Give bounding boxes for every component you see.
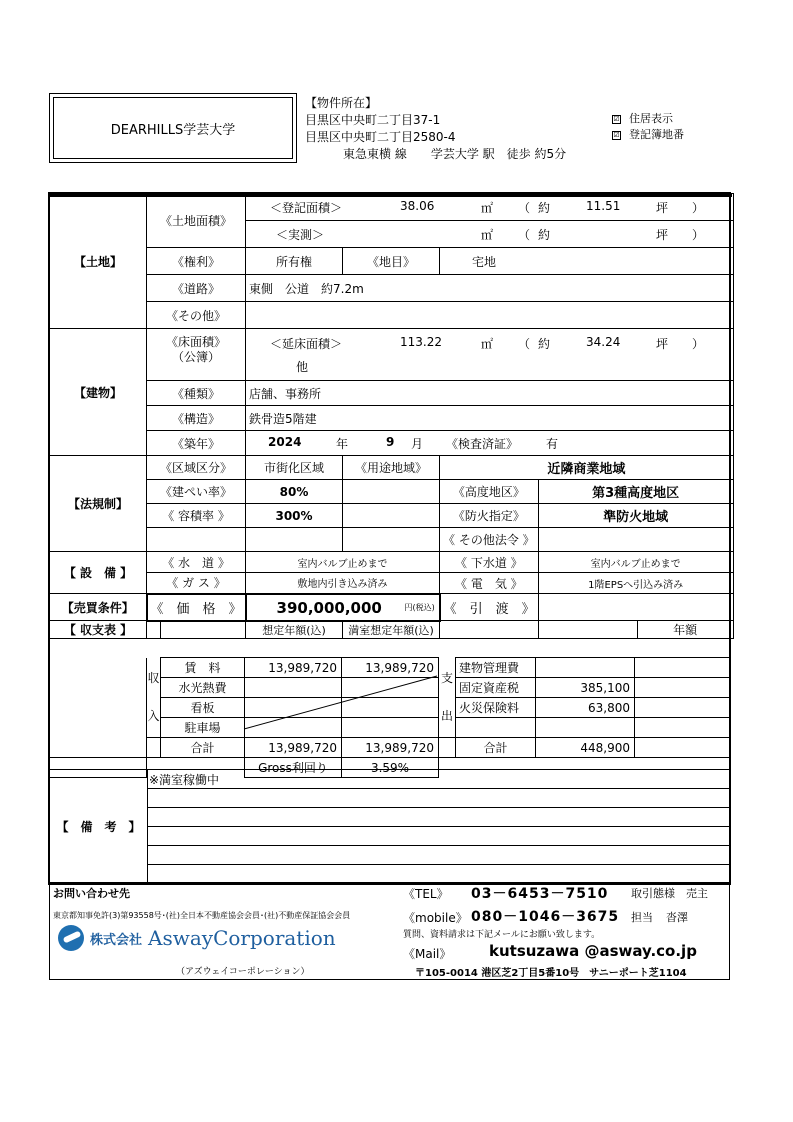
floor-area-sub: （公簿） — [172, 350, 221, 364]
income-total-expected: 13,989,720 — [245, 738, 342, 758]
section-land: 【土地】 — [50, 194, 147, 329]
address-type-checks — [612, 111, 684, 143]
paren-open: （ — [518, 228, 531, 242]
price-box — [247, 596, 439, 619]
registered-sqm: 38.06 — [400, 199, 435, 213]
structure-value: 鉄骨造5階建 — [246, 406, 734, 431]
land-other-label: 《その他》 — [147, 302, 246, 329]
coverage-blank — [343, 480, 440, 504]
land-category-label: 《地目》 — [343, 248, 440, 275]
in-side — [147, 658, 161, 738]
use-zone-label: 《用途地域》 — [343, 456, 440, 480]
rights-value: 所有権 — [246, 248, 343, 275]
income-side-label — [147, 621, 161, 639]
expense-row-value: 63,800 — [536, 698, 635, 718]
electric-label: 《 電 気 》 — [440, 573, 539, 594]
access-info: 東急東横 線 学芸大学 駅 徒歩 約5分 — [343, 147, 567, 161]
property-name: DEARHILLS学芸大学 — [110, 122, 236, 138]
expense-row-value — [536, 718, 635, 738]
check-display-label: 住居表示 — [629, 112, 673, 125]
paren-close: ） — [692, 228, 705, 242]
zone-label: 《区域区分》 — [147, 456, 246, 480]
rights-label: 《権利》 — [147, 248, 246, 275]
company-name: AswayCorporation — [148, 926, 336, 950]
in-col-2b: 入 — [147, 709, 160, 724]
company-kana: （アズウェイコーポレーション） — [176, 967, 310, 977]
check-register-label: 登記簿地番 — [629, 128, 684, 141]
registered-tsubo: 11.51 — [586, 199, 621, 213]
license-info: 東京都知事免許(3)第93558号･(社)全日本不動産協会会員･(社)不動産保証協会会員 — [53, 911, 351, 920]
remarks-rule — [147, 788, 729, 789]
expense-row-label: 火災保険料 — [456, 698, 536, 718]
land-other-value — [246, 302, 734, 329]
staff-value: 沓澤 — [666, 911, 688, 924]
income-hdr-blank — [161, 621, 246, 639]
income-row-label: 水光熱費 — [161, 678, 245, 698]
electric-value: 1階EPSへ引込み済み — [538, 573, 733, 594]
contact-label: お問い合わせ先 — [53, 887, 130, 900]
sqm-unit: ㎡ — [481, 228, 494, 242]
expense-row-blank — [635, 678, 731, 698]
deal-label: 取引態様 — [631, 887, 675, 900]
land-actual-area — [246, 221, 733, 247]
tel-label: 《TEL》 — [403, 887, 449, 901]
section-remarks: 【 備 考 】 — [50, 770, 148, 882]
gas-label: 《 ガ ス 》 — [147, 573, 246, 594]
approx: 約 — [538, 228, 551, 242]
floor-area-label — [147, 329, 246, 381]
out-side — [439, 658, 456, 738]
mobile-label: 《mobile》 — [403, 911, 468, 925]
mail-note: 質問、資料請求は下記メールにお願い致します。 — [403, 930, 601, 940]
section-building: 【建物】 — [50, 329, 147, 456]
income-total-label: 合計 — [161, 738, 245, 758]
sewer-value: 室内バルブ止めまで — [538, 552, 733, 573]
tsubo-unit: 坪 — [656, 228, 669, 242]
sqm-unit: ㎡ — [481, 201, 494, 215]
built-label: 《築年》 — [147, 431, 246, 456]
section-facility: 【 設 備 】 — [50, 552, 147, 594]
month-unit: 月 — [411, 437, 424, 451]
zone-value: 市街化区域 — [246, 456, 343, 480]
expense-row-label — [456, 718, 536, 738]
total-side-blank — [147, 738, 161, 758]
height-district-label: 《高度地区》 — [440, 480, 539, 504]
far-value: 300% — [246, 504, 343, 528]
floor-area-other: 他 — [296, 360, 309, 374]
built-year: 2024 — [268, 435, 302, 449]
land-area-label: 《土地面積》 — [147, 194, 246, 248]
other-law-value — [538, 528, 733, 552]
remarks-rule — [147, 864, 729, 865]
fire-label: 《防火指定》 — [440, 504, 539, 528]
price-label: 《 価 格 》 — [147, 594, 246, 621]
income-row-label: 看板 — [161, 698, 245, 718]
expense-row-label: 建物管理費 — [456, 658, 536, 678]
price-value: 390,000,000 — [276, 598, 382, 617]
approx: 約 — [538, 201, 551, 215]
income-row-label: 賃 料 — [161, 658, 245, 678]
total-tsubo: 34.24 — [586, 335, 621, 349]
actual-area-label: ＜実測＞ — [276, 228, 325, 242]
out-col-2b: 出 — [440, 709, 453, 724]
income-section-cont — [50, 658, 147, 758]
address-register: 目黒区中央町二丁目2580-4 — [305, 130, 456, 144]
building-total-area — [246, 329, 733, 380]
tel-value[interactable]: 03－6453－7510 — [471, 886, 609, 902]
water-label: 《 水 道 》 — [147, 552, 246, 573]
far-label: 《 容積率 》 — [147, 504, 246, 528]
income-row-full: 13,989,720 — [342, 658, 439, 678]
hdr-annual: 年額 — [637, 621, 733, 639]
building-type-value: 店舗、事務所 — [246, 381, 734, 406]
hdr-expected: 想定年額(込) — [246, 621, 343, 639]
building-type-label: 《種類》 — [147, 381, 246, 406]
year-unit: 年 — [336, 437, 349, 451]
staff-label: 担当 — [631, 911, 653, 924]
law-blank-1 — [147, 528, 246, 552]
sewer-label: 《 下水道 》 — [440, 552, 539, 573]
height-district-value: 第3種高度地区 — [538, 480, 733, 504]
expense-total-value: 448,900 — [536, 738, 635, 758]
law-blank-2 — [246, 528, 343, 552]
road-value: 東側 公道 約7.2m — [246, 275, 734, 302]
land-registered-area — [246, 194, 733, 220]
sqm-unit: ㎡ — [481, 337, 494, 351]
income-row-expected: 13,989,720 — [245, 658, 342, 678]
structure-label: 《構造》 — [147, 406, 246, 431]
company-prefix: 株式会社 — [90, 932, 143, 948]
section-income: 【 収支表 】 — [50, 621, 147, 639]
expense-row-blank — [635, 698, 731, 718]
property-location — [305, 95, 566, 163]
deal-value: 売主 — [686, 887, 708, 900]
total-sqm: 113.22 — [400, 335, 443, 349]
built-month: 9 — [386, 435, 395, 449]
company-logo-icon — [58, 925, 84, 951]
other-law-label: 《 その他法令 》 — [440, 528, 539, 552]
property-spec-table — [49, 193, 734, 639]
remarks-rule — [147, 826, 729, 827]
income-row-label: 駐車場 — [161, 718, 245, 738]
gross-value: 3.59% — [342, 758, 439, 778]
checkbox-icon: ☑ — [613, 114, 620, 123]
inspection-label: 《検査済証》 — [446, 437, 519, 451]
paren-close: ） — [692, 201, 705, 215]
expense-total-label: 合計 — [456, 738, 536, 758]
hdr-full: 満室想定年額(込) — [343, 621, 440, 639]
mail-value[interactable]: kutsuzawa @asway.co.jp — [489, 942, 697, 960]
total-area-label: ＜延床面積＞ — [270, 337, 343, 351]
remarks-box — [49, 769, 730, 883]
law-blank-3 — [343, 528, 440, 552]
built-date — [246, 431, 733, 455]
use-zone-value: 近隣商業地域 — [440, 456, 734, 480]
water-value: 室内バルブ止めまで — [246, 552, 440, 573]
inspection-value: 有 — [546, 437, 559, 451]
tsubo-unit: 坪 — [656, 201, 669, 215]
road-label: 《道路》 — [147, 275, 246, 302]
expense-hdr-blank — [538, 621, 637, 639]
section-law: 【法規制】 — [50, 456, 147, 552]
fire-value: 準防火地域 — [538, 504, 733, 528]
far-blank — [343, 504, 440, 528]
remarks-line-1: ※満室稼働中 — [149, 773, 220, 787]
expense-row-label: 固定資産税 — [456, 678, 536, 698]
delivery-label: 《 引 渡 》 — [440, 594, 539, 621]
coverage-label: 《建ぺい率》 — [147, 480, 246, 504]
paren-open: （ — [518, 201, 531, 215]
remarks-rule — [147, 845, 729, 846]
in-col-1b: 収 — [147, 671, 160, 686]
floor-area-title: 《床面積》 — [166, 335, 227, 349]
paren-open: （ — [518, 337, 531, 351]
approx: 約 — [538, 337, 551, 351]
expense-row-blank — [635, 718, 731, 738]
mobile-value[interactable]: 080－1046－3675 — [471, 909, 620, 925]
gross-label: Gross利回り — [245, 758, 342, 778]
expense-row-blank — [635, 658, 731, 678]
coverage-value: 80% — [246, 480, 343, 504]
property-title-box — [49, 93, 297, 163]
total-out-blank — [439, 738, 456, 758]
income-empty-diagonal — [243, 675, 438, 730]
expense-total-blank — [635, 738, 731, 758]
gas-value: 敷地内引き込み済み — [246, 573, 440, 594]
paren-close: ） — [692, 337, 705, 351]
expense-row-value — [536, 658, 635, 678]
section-sale: 【売買条件】 — [50, 594, 147, 621]
company-address: 〒105-0014 港区芝2丁目5番10号 サニーポート芝1104 — [415, 968, 687, 979]
price-unit: 円(税込) — [404, 602, 435, 612]
remarks-rule — [147, 807, 729, 808]
expense-row-value: 385,100 — [536, 678, 635, 698]
location-label: 【物件所在】 — [305, 96, 378, 110]
land-category-value: 宅地 — [440, 248, 734, 275]
out-col-1b: 支 — [440, 671, 453, 686]
income-total-full: 13,989,720 — [342, 738, 439, 758]
delivery-value — [538, 594, 733, 621]
expense-side-label — [440, 621, 539, 639]
checkbox-icon: ☑ — [613, 130, 620, 139]
company-logo — [58, 925, 336, 951]
mail-label: 《Mail》 — [403, 947, 452, 961]
address-display: 目黒区中央町二丁目37-1 — [305, 113, 441, 127]
tsubo-unit: 坪 — [656, 337, 669, 351]
registered-area-label: ＜登記面積＞ — [270, 201, 343, 215]
